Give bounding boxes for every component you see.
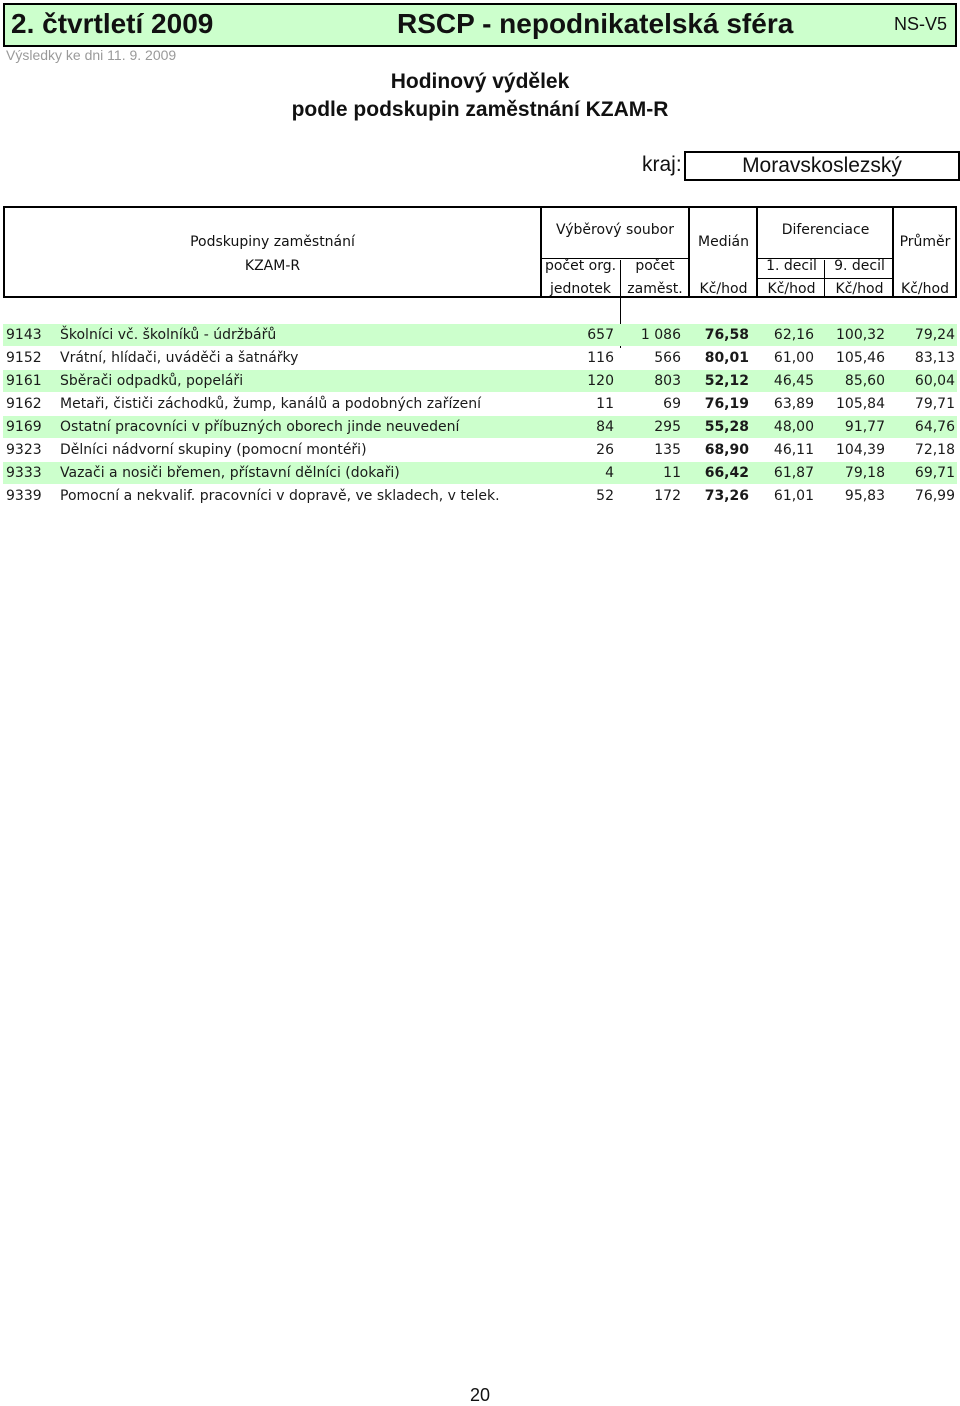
header-differentiation: Diferenciace (781, 222, 870, 238)
row-code: 9339 (6, 488, 42, 504)
table-header (3, 206, 957, 298)
row-code: 9162 (6, 396, 42, 412)
header-groups: Podskupiny zaměstnání (190, 234, 355, 250)
row-decile-1: 61,00 (773, 350, 814, 366)
row-emps: 803 (654, 373, 681, 389)
table-row (3, 347, 957, 369)
row-orgs: 657 (587, 327, 614, 343)
row-decile-9: 95,83 (844, 488, 885, 504)
row-emps: 295 (654, 419, 681, 435)
row-decile-9: 91,77 (844, 419, 885, 435)
row-average: 79,24 (914, 327, 955, 343)
row-decile-1: 62,16 (773, 327, 814, 343)
divider (756, 278, 892, 279)
table-row (3, 324, 957, 346)
row-decile-9: 79,18 (844, 465, 885, 481)
row-average: 64,76 (914, 419, 955, 435)
report-subtitle: podle podskupin zaměstnání KZAM-R (291, 98, 669, 121)
header-decile-9: 9. decil (834, 258, 885, 274)
table-row (3, 393, 957, 415)
page-number: 20 (469, 1385, 491, 1405)
row-average: 79,71 (914, 396, 955, 412)
table-row (3, 462, 957, 484)
row-emps: 1 086 (640, 327, 681, 343)
row-code: 9152 (6, 350, 42, 366)
row-emps: 135 (654, 442, 681, 458)
row-decile-1: 63,89 (773, 396, 814, 412)
header-kzam: KZAM-R (244, 258, 301, 274)
row-emps: 172 (654, 488, 681, 504)
row-median: 66,42 (704, 465, 749, 481)
row-orgs: 52 (596, 488, 614, 504)
row-emps: 566 (654, 350, 681, 366)
row-name: Vrátní, hlídači, uváděči a šatnářky (60, 350, 299, 366)
row-name: Pomocní a nekvalif. pracovníci v dopravě, ve skladech, v telek. (60, 488, 500, 504)
row-code: 9143 (6, 327, 42, 343)
row-average: 72,18 (914, 442, 955, 458)
table-row (3, 416, 957, 438)
row-orgs: 84 (596, 419, 614, 435)
report-title: Hodinový výdělek (390, 70, 570, 93)
header-decile-9-unit: Kč/hod (835, 281, 884, 297)
quarter-title: 2. čtvrtletí 2009 (11, 8, 214, 39)
row-name: Dělníci nádvorní skupiny (pomocní montéři) (60, 442, 367, 458)
table-row (3, 439, 957, 461)
top-banner (3, 3, 957, 47)
row-name: Školníci vč. školníků - údržbářů (60, 327, 277, 343)
row-name: Metaři, čističi záchodků, žump, kanálů a podobných zařízení (60, 396, 482, 412)
row-code: 9161 (6, 373, 42, 389)
header-orgs-unit: jednotek (549, 281, 612, 297)
table-code: NS-V5 (893, 14, 947, 34)
sector-title: RSCP - nepodnikatelská sféra (397, 8, 794, 39)
header-average: Průměr (899, 234, 951, 250)
row-code: 9323 (6, 442, 42, 458)
row-decile-1: 46,45 (773, 373, 814, 389)
row-median: 52,12 (704, 373, 749, 389)
row-decile-9: 105,46 (836, 350, 885, 366)
table-row (3, 485, 957, 507)
header-sample: Výběrový soubor (556, 222, 674, 238)
header-average-unit: Kč/hod (901, 281, 949, 297)
row-average: 60,04 (914, 373, 955, 389)
row-median: 80,01 (704, 350, 749, 366)
row-decile-9: 85,60 (844, 373, 885, 389)
row-emps: 69 (663, 396, 681, 412)
header-decile-1-unit: Kč/hod (767, 281, 816, 297)
row-median: 76,19 (704, 396, 749, 412)
row-median: 76,58 (704, 327, 749, 343)
row-decile-1: 61,87 (773, 465, 814, 481)
row-orgs: 120 (587, 373, 614, 389)
row-decile-9: 105,84 (836, 396, 885, 412)
row-median: 73,26 (704, 488, 749, 504)
table-row (3, 370, 957, 392)
region-label: kraj: (642, 153, 682, 176)
results-date: Výsledky ke dni 11. 9. 2009 (6, 47, 177, 63)
row-orgs: 26 (596, 442, 614, 458)
header-median-unit: Kč/hod (699, 281, 748, 297)
row-decile-1: 48,00 (773, 419, 814, 435)
row-average: 76,99 (914, 488, 955, 504)
row-decile-1: 61,01 (773, 488, 814, 504)
region-value: Moravskoslezský (684, 151, 960, 181)
row-decile-1: 46,11 (773, 442, 814, 458)
row-decile-9: 104,39 (836, 442, 885, 458)
header-median: Medián (698, 234, 749, 250)
row-orgs: 11 (596, 396, 614, 412)
row-name: Vazači a nosiči břemen, přístavní dělníci (dokaři) (60, 465, 400, 481)
row-average: 83,13 (914, 350, 955, 366)
row-decile-9: 100,32 (836, 327, 885, 343)
row-code: 9333 (6, 465, 42, 481)
row-median: 55,28 (704, 419, 749, 435)
header-orgs: počet org. (544, 258, 617, 274)
row-average: 69,71 (914, 465, 955, 481)
row-orgs: 4 (605, 465, 614, 481)
row-code: 9169 (6, 419, 42, 435)
header-emps-unit: zaměst. (627, 281, 683, 297)
header-decile-1: 1. decil (766, 258, 817, 274)
row-name: Ostatní pracovníci v příbuzných oborech jinde neuvedení (60, 419, 460, 435)
row-emps: 11 (663, 465, 681, 481)
row-median: 68,90 (704, 442, 749, 458)
header-emps: počet (635, 258, 675, 274)
row-orgs: 116 (587, 350, 614, 366)
row-name: Sběrači odpadků, popeláři (60, 373, 244, 389)
